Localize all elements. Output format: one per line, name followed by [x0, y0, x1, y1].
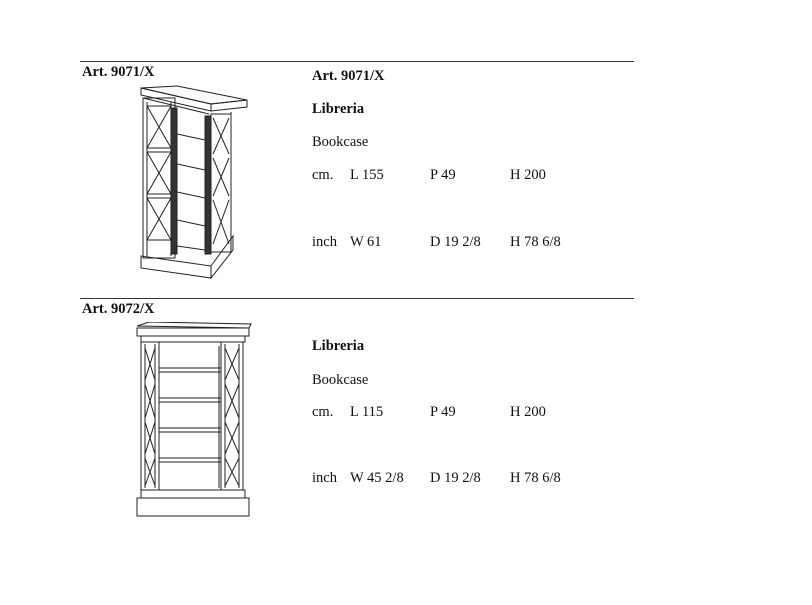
product-name: Libreria: [312, 101, 365, 117]
dimensions-cm: [312, 404, 642, 424]
dimension-width: W 61: [350, 234, 382, 250]
dimension-height: H 78 6/8: [510, 470, 561, 486]
bookcase-drawing: [135, 322, 255, 522]
section-divider: [80, 298, 634, 299]
dimensions-inch: [312, 234, 642, 254]
unit-label: cm.: [312, 167, 334, 183]
article-code: Art. 9071/X: [82, 64, 155, 80]
unit-label: inch: [312, 234, 337, 250]
dimension-depth: P 49: [430, 167, 456, 183]
product-type: Bookcase: [312, 372, 369, 388]
dimension-length: L 155: [350, 167, 384, 183]
bookcase-illustration: [135, 84, 250, 284]
dimension-depth: P 49: [430, 404, 456, 420]
article-code-heading: Art. 9071/X: [312, 68, 385, 84]
dimension-height: H 78 6/8: [510, 234, 561, 250]
article-code: Art. 9072/X: [82, 301, 155, 317]
dimension-length: L 115: [350, 404, 384, 420]
dimension-height: H 200: [510, 404, 546, 420]
dimension-width: W 45 2/8: [350, 470, 404, 486]
dimensions-cm: [312, 167, 642, 187]
dimensions-inch: [312, 470, 642, 490]
unit-label: cm.: [312, 404, 334, 420]
dimension-height: H 200: [510, 167, 546, 183]
product-info: [312, 338, 642, 498]
product-type: Bookcase: [312, 134, 369, 150]
bookcase-drawing: [135, 84, 250, 284]
unit-label: inch: [312, 470, 337, 486]
product-info: [312, 68, 642, 268]
bookcase-illustration: [135, 322, 255, 522]
product-name: Libreria: [312, 338, 365, 354]
dimension-depth: D 19 2/8: [430, 234, 481, 250]
section-divider: [80, 61, 634, 62]
dimension-depth: D 19 2/8: [430, 470, 481, 486]
